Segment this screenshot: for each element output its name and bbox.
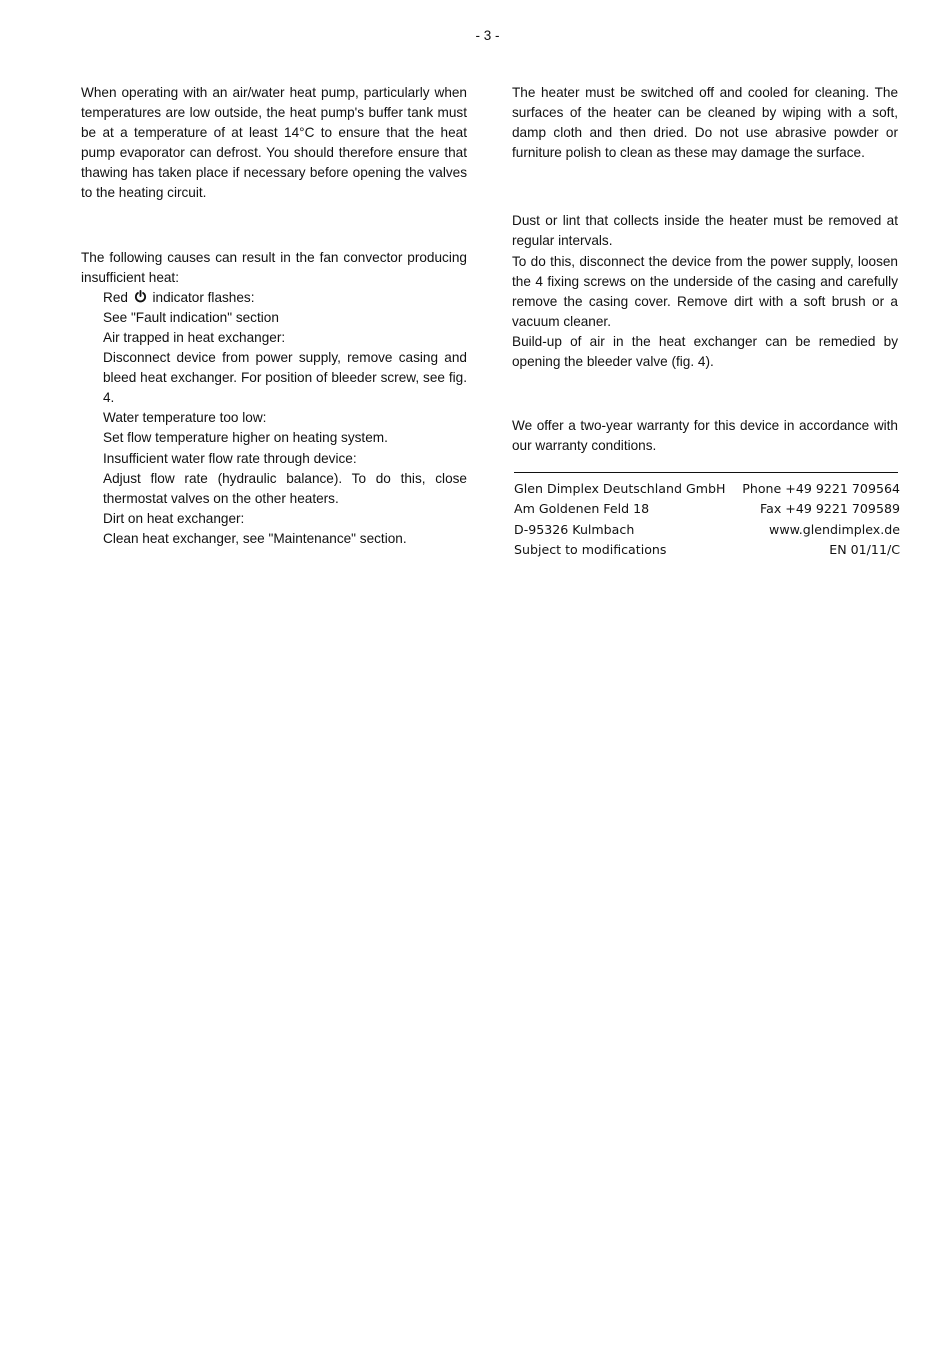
contact-right: Phone +49 9221 709564 xyxy=(742,481,900,497)
maintenance-line: Dust or lint that collects inside the heater must be removed at regular intervals. xyxy=(512,213,898,249)
section-gap xyxy=(512,163,898,211)
remedy-item: Set flow temperature higher on heating system. xyxy=(103,430,388,446)
maintenance-line: To do this, disconnect the device from the power supply, loosen the 4 fixing screws on the underside of the casing and carefully remove the casing cover. Remove dirt with a soft brush or a vacuum cleaner. xyxy=(512,253,898,329)
warranty-paragraph: We offer a two-year warranty for this device in accordance with our warranty conditions. xyxy=(512,418,898,454)
section-gap xyxy=(81,204,467,248)
contact-left: Glen Dimplex Deutschland GmbH xyxy=(514,481,726,497)
contact-row xyxy=(514,540,900,560)
divider xyxy=(514,472,898,473)
contact-row xyxy=(514,479,900,499)
contact-left: Subject to modifications xyxy=(514,541,667,557)
remedy-item: See "Fault indication" section xyxy=(103,309,279,325)
cleaning-paragraph: The heater must be switched off and cooled for cleaning. The surfaces of the heater can be cleaned by wiping with a soft, damp cloth and then dried. Do not use abrasive powder or furniture polish to clean as these may damage the surface. xyxy=(512,85,898,161)
cause-item: Water temperature too low: xyxy=(103,410,267,426)
cause-item: Air trapped in heat exchanger: xyxy=(103,329,286,345)
section-gap xyxy=(512,372,898,416)
cause-prefix: Red xyxy=(103,289,128,305)
right-column xyxy=(512,83,898,560)
maintenance-line: Build-up of air in the heat exchanger can be remedied by opening the bleeder valve (fig. 4). xyxy=(512,333,898,370)
cause-item xyxy=(81,288,467,308)
cause-item: Insufficient water flow rate through device: xyxy=(103,450,357,466)
left-column xyxy=(81,83,467,549)
contact-block xyxy=(514,479,900,559)
contact-row xyxy=(514,520,900,540)
contact-right: EN 01/11/C xyxy=(829,541,900,557)
remedy-item: Disconnect device from power supply, remove casing and bleed heat exchanger. For position of bleeder screw, see fig. 4. xyxy=(103,350,467,406)
contact-left: D-95326 Kulmbach xyxy=(514,521,635,537)
causes-list xyxy=(81,288,467,549)
cause-item: Dirt on heat exchanger: xyxy=(103,510,245,526)
insufficient-heat-intro: The following causes can result in the fan convector producing insufficient heat: xyxy=(81,249,467,285)
contact-right: Fax +49 9221 709589 xyxy=(760,501,900,517)
contact-row xyxy=(514,499,900,519)
remedy-item: Clean heat exchanger, see "Maintenance" section. xyxy=(103,530,407,546)
heat-pump-paragraph: When operating with an air/water heat pump, particularly when temperatures are low outside, the heat pump's buffer tank must be at a temperature of at least 14°C to ensure that the heat pump evaporator can defrost. You should therefore ensure that thawing has taken place if necessary before opening the valves to the heating circuit. xyxy=(81,85,467,201)
cause-suffix: indicator flashes: xyxy=(152,289,255,305)
power-icon xyxy=(134,290,147,303)
contact-right: www.glendimplex.de xyxy=(769,521,900,537)
remedy-item: Adjust flow rate (hydraulic balance). To do this, close thermostat valves on the other heaters. xyxy=(103,470,467,506)
contact-left: Am Goldenen Feld 18 xyxy=(514,501,650,517)
page-number: - 3 - xyxy=(475,28,500,43)
